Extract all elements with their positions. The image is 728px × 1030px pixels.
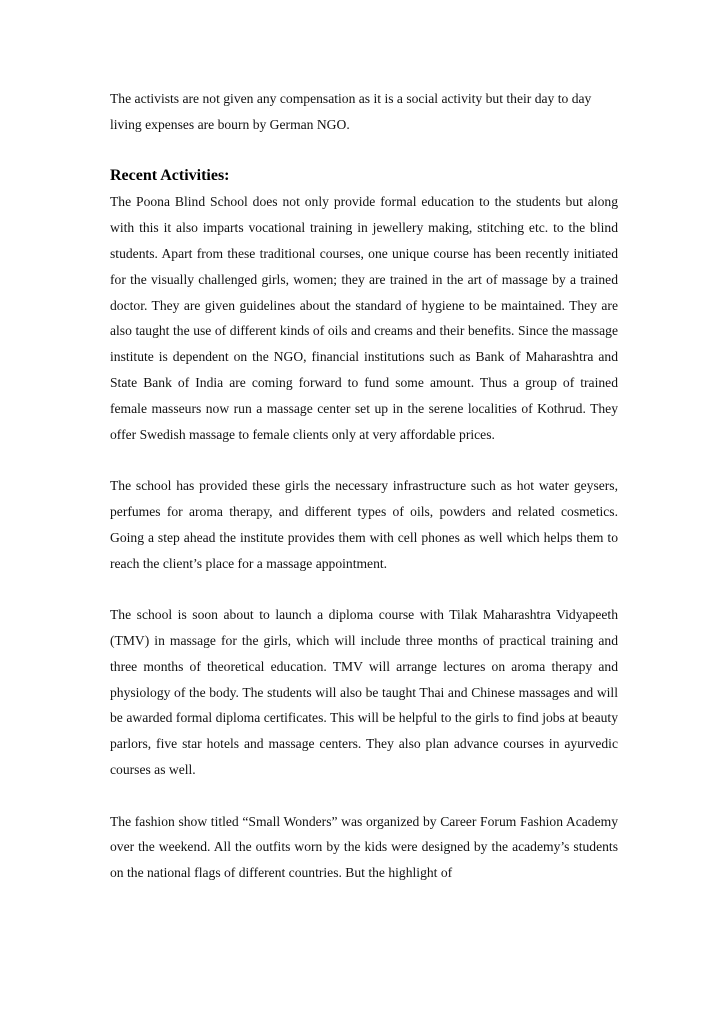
section-heading: Recent Activities: [110,167,230,185]
paragraph-fashion-show: The fashion show titled “Small Wonders” was organized by Career Forum Fashion Academy over the weekend. All the outfits worn by the kids were designed by the academy’s students on the national flags of different countries. But the highlight of [110,813,618,881]
paragraph-blind-school: The Poona Blind School does not only provide formal education to the students but along with this it also imparts vocational training in jewellery making, stitching etc. to the blind students. Apart from these traditional courses, one unique course has been recently initiated for the visually challenged girls, women; they are trained in the art of massage by a trained doctor. They are given guidelines about the standard of hygiene to be maintained. They are also taught the use of different kinds of oils and creams and their benefits. Since the massage institute is dependent on the NGO, financial institutions such as Bank of Maharashtra and State Bank of India are coming forward to fund some amount. Thus a group of trained female masseurs now run a massage center set up in the serene localities of Kothrud. They offer Swedish massage to female clients only at very affordable prices. [110,194,618,442]
intro-paragraph: The activists are not given any compensation as it is a social activity but their day to day living expenses are bourn by German NGO. [110,91,592,132]
paragraph-diploma-course: The school is soon about to launch a diploma course with Tilak Maharashtra Vidyapeeth (TMV) in massage for the girls, which will include three months of practical training and three months of theoretical education. TMV will arrange lectures on aroma therapy and physiology of the body. The students will also be taught Thai and Chinese massages and will be awarded formal diploma certificates. This will be helpful to the girls to find jobs at beauty parlors, five star hotels and massage centers. They also plan advance courses in ayurvedic courses as well. [110,607,618,777]
paragraph-infrastructure: The school has provided these girls the necessary infrastructure such as hot water geysers, perfumes for aroma therapy, and different types of oils, powders and related cosmetics. Going a step ahead the institute provides them with cell phones as well which helps them to reach the client’s place for a massage appointment. [110,478,618,571]
document-body [110,86,618,912]
